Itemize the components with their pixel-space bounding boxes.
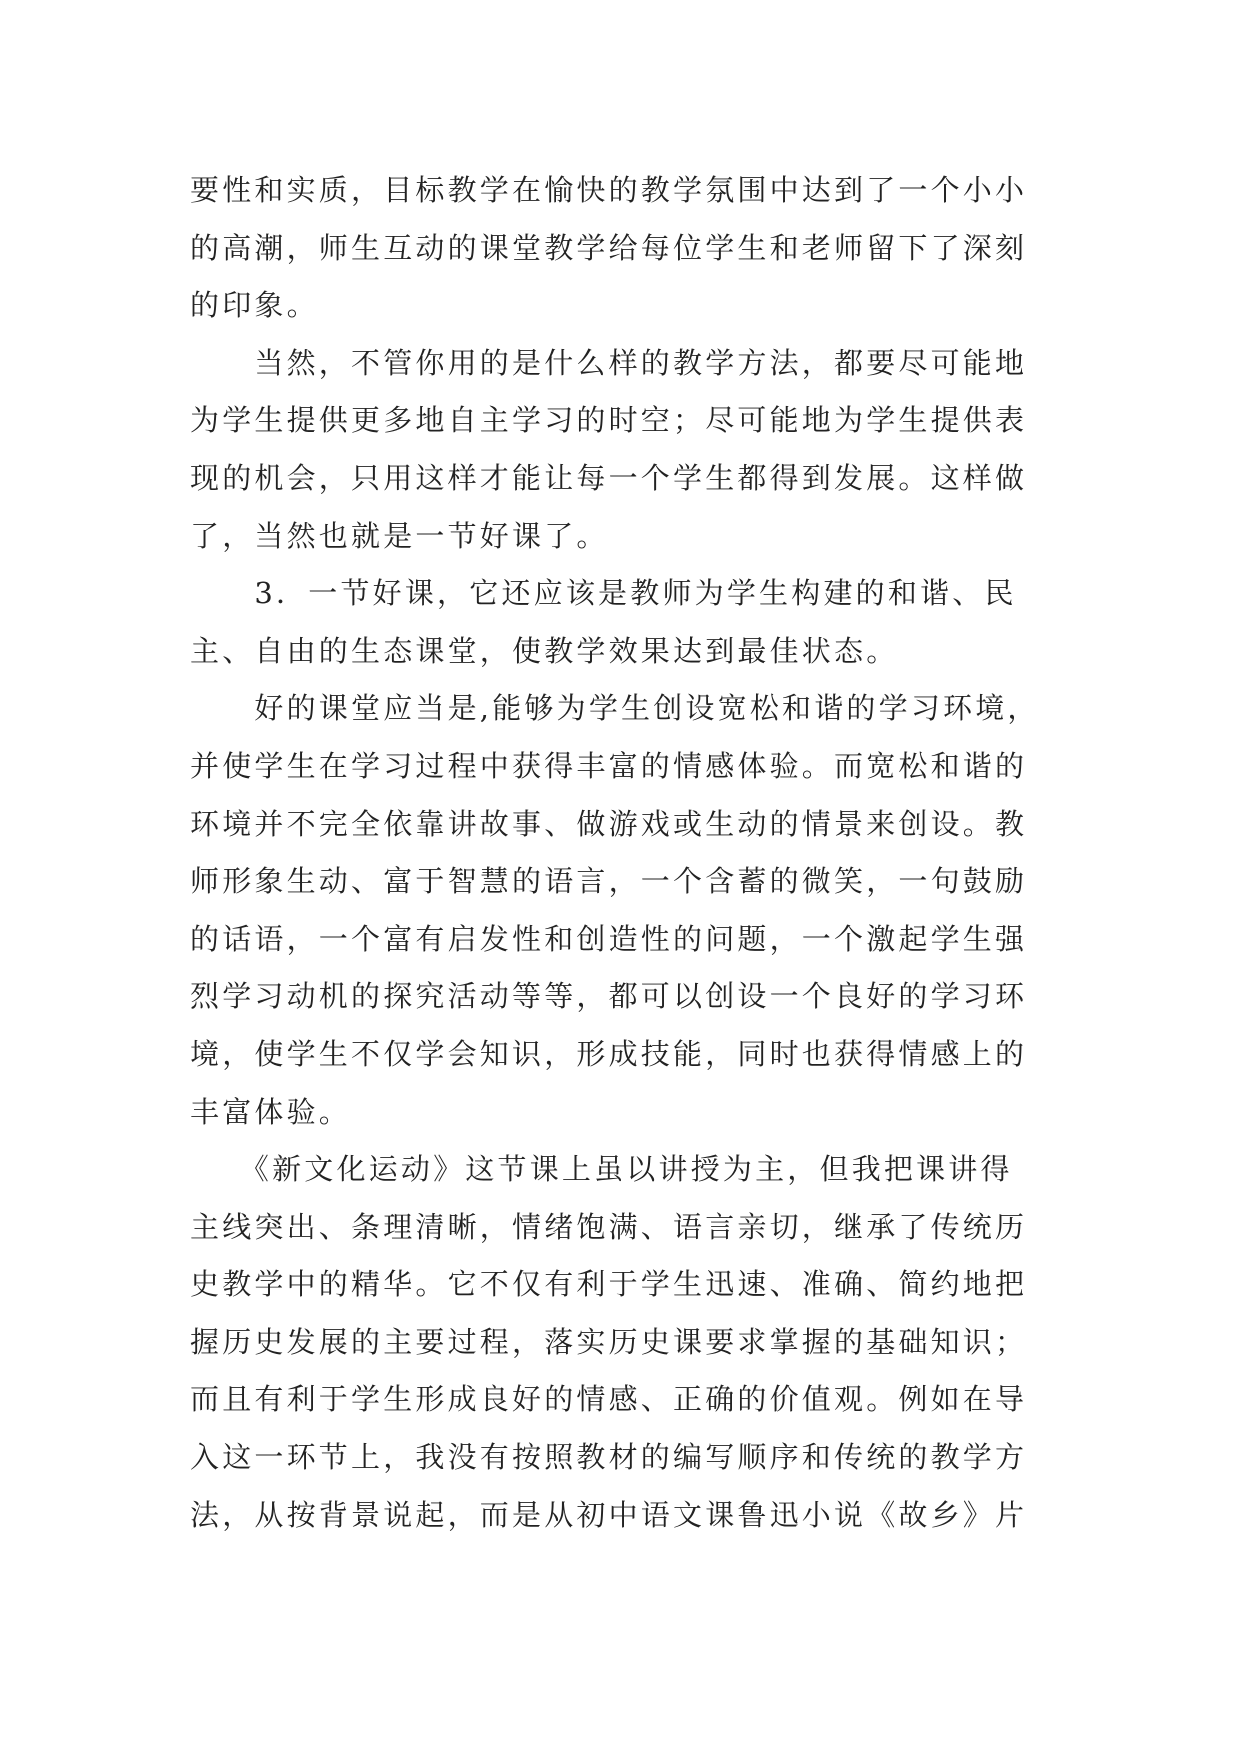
text-line: 主、自由的生态课堂，使教学效果达到最佳状态。 (190, 633, 899, 668)
text-line: 要性和实质，目标教学在愉快的教学氛围中达到了一个小小 (190, 173, 1028, 207)
text-line: 的高潮，师生互动的课堂教学给每位学生和老师留下了深刻 (190, 230, 1028, 265)
text-line: 的印象。 (190, 288, 319, 323)
text-line: 为学生提供更多地自主学习的时空；尽可能地为学生提供表 (190, 403, 1028, 438)
text-line: 的话语，一个富有启发性和创造性的问题，一个激起学生强 (190, 921, 1028, 956)
text-line: 了，当然也就是一节好课了。 (190, 518, 609, 553)
text-line: 《新文化运动》这节课上虽以讲授为主，但我把课讲得 (190, 1152, 1013, 1187)
text-line: 师形象生动、富于智慧的语言，一个含蓄的微笑，一句鼓励 (190, 864, 1028, 899)
text-line: 而且有利于学生形成良好的情感、正确的价值观。例如在导 (190, 1382, 1028, 1417)
text-line: 当然，不管你用的是什么样的教学方法，都要尽可能地 (190, 345, 1028, 380)
text-line: 好的课堂应当是,能够为学生创设宽松和谐的学习环境， (190, 691, 1040, 726)
text-line: 现的机会，只用这样才能让每一个学生都得到发展。这样做 (190, 460, 1028, 495)
text-line: 主线突出、条理清晰，情绪饱满、语言亲切，继承了传统历 (190, 1209, 1028, 1244)
text-line: 握历史发展的主要过程，落实历史课要求掌握的基础知识； (190, 1324, 1028, 1359)
text-line: 3．一节好课，它还应该是教师为学生构建的和谐、民 (190, 576, 1017, 611)
text-line: 史教学中的精华。它不仅有利于学生迅速、准确、简约地把 (190, 1267, 1028, 1302)
text-line: 烈学习动机的探究活动等等，都可以创设一个良好的学习环 (190, 979, 1028, 1014)
text-line: 境，使学生不仅学会知识，形成技能，同时也获得情感上的 (190, 1036, 1028, 1071)
text-line: 入这一环节上，我没有按照教材的编写顺序和传统的教学方 (190, 1440, 1028, 1475)
text-line: 环境并不完全依靠讲故事、做游戏或生动的情景来创设。教 (190, 806, 1028, 841)
body-text (190, 162, 1052, 1544)
text-line: 并使学生在学习过程中获得丰富的情感体验。而宽松和谐的 (190, 748, 1028, 783)
text-line: 丰富体验。 (190, 1094, 352, 1129)
text-line: 法，从按背景说起，而是从初中语文课鲁迅小说《故乡》片 (190, 1497, 1028, 1532)
